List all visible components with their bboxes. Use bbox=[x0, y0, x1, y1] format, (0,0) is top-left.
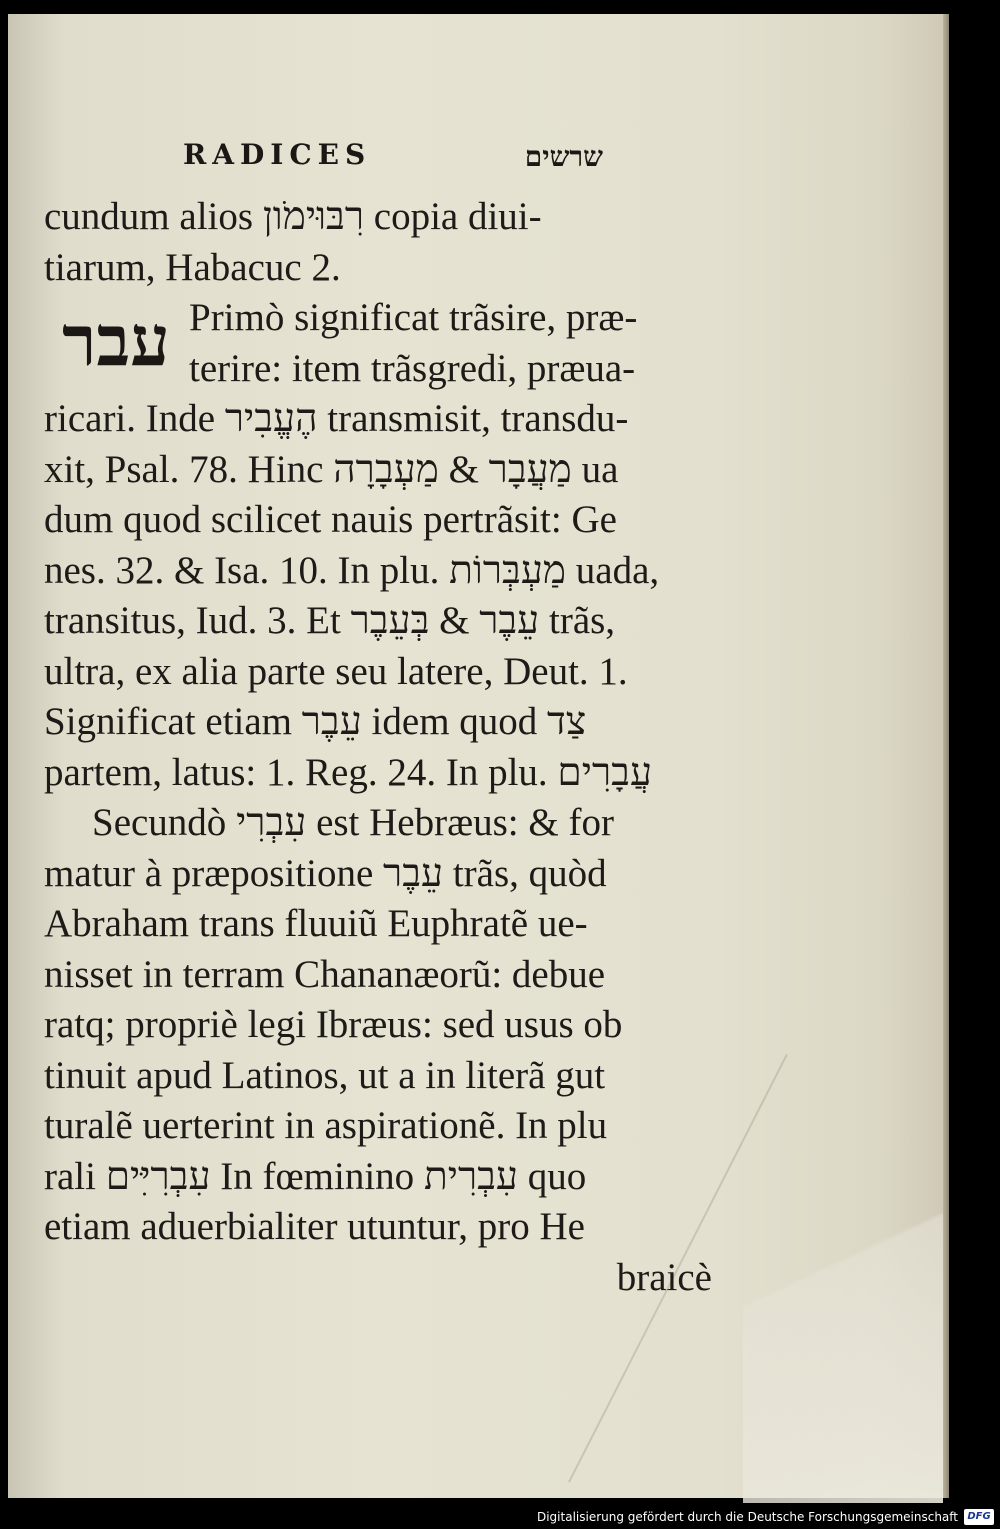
text-line: tiarum, Habacuc 2. bbox=[44, 245, 341, 289]
text-line: ultra, ex alia parte seu latere, Deut. 1. bbox=[44, 649, 628, 693]
text-line: matur à præpositione עֵבֶר trãs, quòd bbox=[44, 851, 607, 895]
text-line: terire: item trãsgredi, præua- bbox=[189, 346, 636, 390]
text-line: dum quod scilicet nauis pertrãsit: Ge bbox=[44, 498, 617, 541]
page-edge bbox=[943, 14, 949, 1498]
text-line: Abraham trans fluuiũ Euphratẽ ue- bbox=[44, 902, 588, 945]
footer-bar bbox=[0, 1503, 1000, 1529]
text-line: partem, latus: 1. Reg. 24. In plu. עֲבָרִים bbox=[44, 750, 653, 794]
page-stain bbox=[743, 1064, 943, 1504]
text-line: nisset in terram Chananæorũ: debue bbox=[44, 952, 606, 996]
text-line: rali עִבְרִיִּים In fœminino עִבְרִית quo bbox=[44, 1154, 587, 1198]
text-line: ratq; propriè legi Ibræus: sed usus ob bbox=[44, 1003, 623, 1046]
text-line: tinuit apud Latinos, ut a in literã gut bbox=[44, 1053, 606, 1097]
hebrew-headword: עבר bbox=[62, 299, 170, 382]
text-line: Secundò עִבְרִי est Hebræus: & for bbox=[92, 801, 614, 844]
text-line: etiam aduerbialiter utuntur, pro He bbox=[44, 1205, 585, 1248]
text-line: Significat etiam עֵבֶר idem quod צַד bbox=[44, 700, 587, 743]
text-line: transitus, Iud. 3. Et עֵבֶר & בְּעֵבֶר trãs, bbox=[44, 599, 616, 642]
text-line: xit, Psal. 78. Hinc מַעֲבָר & מַעְבָרָה ua bbox=[44, 447, 619, 491]
running-header-latin: RADICES bbox=[183, 138, 372, 171]
footer-credit: Digitalisierung gefördert durch die Deutsche Forschungsgemeinschaft bbox=[536, 1510, 958, 1524]
running-header-hebrew: שרשים bbox=[524, 140, 603, 173]
text-line: Primò significat trãsire, præ- bbox=[189, 296, 638, 339]
dfg-logo: DFG bbox=[964, 1509, 994, 1525]
catchword: braicè bbox=[616, 1255, 712, 1299]
text-line: ricari. Inde הֶעֱבִיר transmisit, transdu- bbox=[44, 397, 629, 440]
running-header bbox=[183, 138, 603, 178]
text-line: nes. 32. & Isa. 10. In plu. מַעְבְּרוֹת uada, bbox=[44, 548, 660, 592]
book-page bbox=[8, 14, 943, 1498]
text-line: cundum alios רִבּוּימֹון copia diui- bbox=[44, 195, 542, 238]
text-line: turalẽ uerterint in aspirationẽ. In plu bbox=[44, 1104, 608, 1147]
body-text bbox=[44, 192, 716, 1303]
